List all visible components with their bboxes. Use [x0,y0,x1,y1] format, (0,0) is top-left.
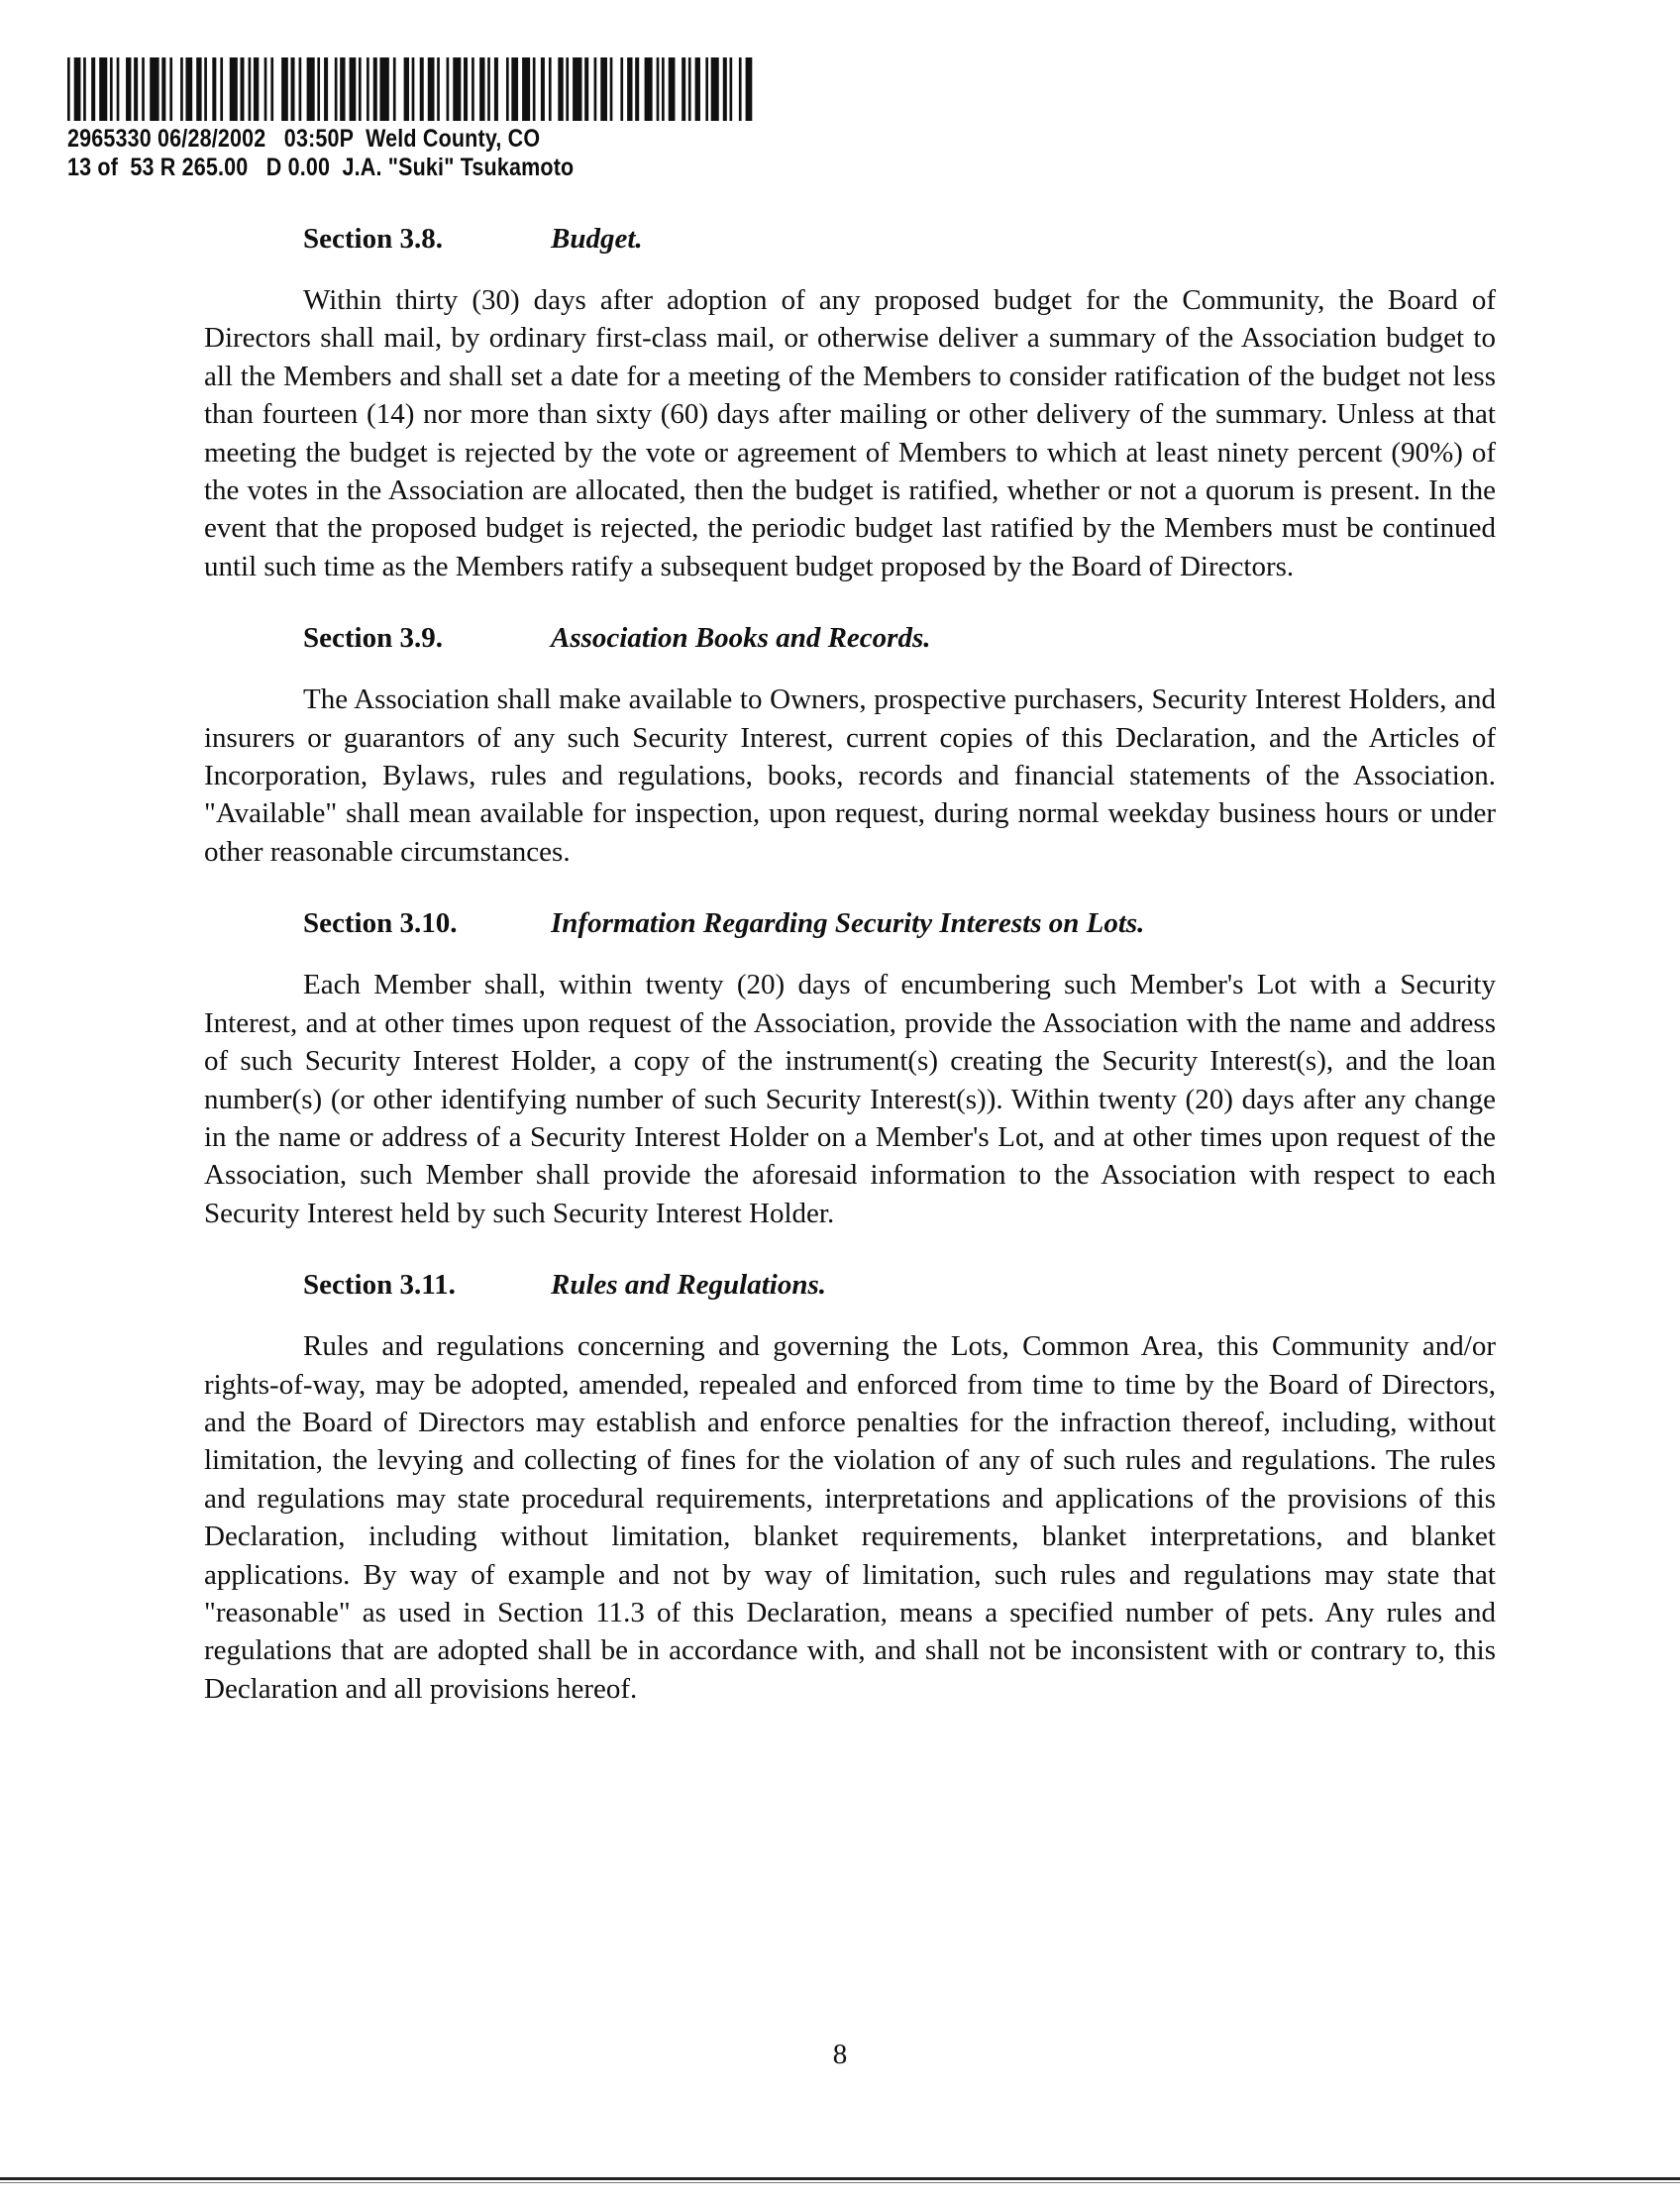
barcode-bar [67,57,70,121]
barcode-bar [291,57,295,121]
barcode-bar [204,57,207,121]
section-heading [303,220,1496,258]
barcode-bar [447,57,450,121]
section-number: Section 3.9. [303,622,443,655]
section-number: Section 3.10. [303,907,458,940]
section-heading [303,1266,1496,1304]
section-3-10 [204,904,1496,1232]
barcode-bar [472,57,474,121]
barcode-bar [264,57,267,121]
barcode-bar [627,57,632,121]
barcode-bar [695,57,700,121]
barcode-bar [126,57,131,121]
barcode-bar [420,57,424,121]
page-number: 8 [832,2039,848,2070]
barcode-bar [367,57,369,121]
barcode-bar [541,57,545,121]
section-3-8 [204,220,1496,585]
recording-stamp [67,125,657,182]
barcode-bar [161,57,165,121]
barcode-bar [662,57,665,121]
section-paragraph: Each Member shall, within twenty (20) days of encumbering such Member's Lot with a Security Interest, and at other times upon request of the Association, provide the Association with the name and address of such Security Interest Holder, a copy of the instrument(s) creating the Security Interest(s), and the loan number(s) (or other identifying number of such Security Interest(s)). Within twenty (20) days after any change in the name or address of a Security Interest Holder on a Member's Lot, and at other times upon request of the Association, such Member shall provide the aforesaid information to the Association with respect to each Security Interest held by such Security Interest Holder. [204,969,1496,1229]
barcode-bar [254,57,259,121]
barcode-bar [746,57,753,121]
section-title: Rules and Regulations. [551,1269,826,1302]
barcode-bar [479,57,484,121]
barcode-bar [99,57,107,121]
barcode-bar [635,57,639,121]
barcode-bar [335,57,338,121]
barcode-bar [494,57,498,121]
barcode-bar [241,57,245,121]
barcode-bar [549,57,552,121]
barcode-bar [566,57,569,121]
barcode-bar [307,57,315,121]
barcode-bar [558,57,563,121]
barcode-bar [645,57,653,121]
barcode-bar [393,57,396,121]
section-number: Section 3.11. [303,1269,456,1302]
barcode-bar [299,57,302,121]
barcode-bar [83,57,86,121]
barcode-bar [270,57,273,121]
barcode-bar [669,57,676,121]
barcode-bar [657,57,660,121]
barcode-bar [180,57,183,121]
barcode-bar [110,57,113,121]
section-paragraph: Rules and regulations concerning and governing the Lots, Common Area, this Community and/or rights-of-way, may be adopted, amended, repealed and enforced from time to time by the Board of Directors, and the Board of Directors may establish and enforce penalties for the infraction thereof, including, without limitation, the levying and collecting of fines for the violation of any of such rules and regulations. The rules and regulations may state procedural requirements, interpretations and applications of the provisions of this Declaration, including without limitation, blanket requirements, blanket interpretations, and blanket applications. By way of example and not by way of limitation, such rules and regulations may state that "reasonable" as used in Section 11.3 of this Declaration, means a specified number of pets. Any rules and regulations that are adopted shall be in accordance with, and shall not be inconsistent with or contrary to, this Declaration and all provisions hereof. [204,1330,1496,1705]
barcode-bar [185,57,192,121]
barcode-bar [610,57,613,121]
section-paragraph: The Association shall make available to Owners, prospective purchasers, Security Interest Holders, and insurers or guarantors of any such Security Interest, current copies of this Declaration, and the Articles of Incorporation, Bylaws, rules and regulations, books, records and financial statements of the Association. "Available" shall mean available for inspection, upon request, during normal weekday business hours or under other reasonable circumstances. [204,683,1496,868]
barcode-bar [169,57,172,121]
barcode-bar [117,57,120,121]
barcode-bar [688,57,691,121]
barcode-bar [150,57,158,121]
barcode-bar [600,57,607,121]
barcode-bar [437,57,440,121]
section-number: Section 3.8. [303,223,443,255]
barcode-bar [230,57,238,121]
barcode-bar [91,57,95,121]
barcode-bar [340,57,345,121]
section-title: Information Regarding Security Interests on Lots. [551,907,1145,940]
barcode-bar [506,57,509,121]
barcode-bar [404,57,409,121]
section-title: Budget. [551,223,643,255]
barcode-bar [317,57,320,121]
barcode-bar [594,57,597,121]
barcode-bar [453,57,461,121]
barcode-bar [350,57,357,121]
barcode-bar [573,57,581,121]
barcode-bar [212,57,216,121]
barcode-bar [428,57,435,121]
barcode-bar [620,57,623,121]
barcode-bar [723,57,727,121]
recording-line-2: 13 of 53 R 265.00 D 0.00 J.A. "Suki" Tsukamoto [67,154,575,181]
barcode-bar [134,57,138,121]
barcode-bar [373,57,377,121]
section-3-9 [204,619,1496,871]
barcode-bar [705,57,708,121]
barcode-bar [249,57,252,121]
barcode-bar [412,57,415,121]
barcode-bar [464,57,468,121]
barcode-bar [682,57,685,121]
barcode-bar [711,57,719,121]
barcode-bar [487,57,490,121]
recording-line-1: 2965330 06/28/2002 03:50P Weld County, CO [67,125,541,153]
section-paragraph: Within thirty (30) days after adoption of any proposed budget for the Community, the Board of Directors shall mail, by ordinary first-class mail, or otherwise deliver a summary of the Association budget to all the Members and shall set a date for a meeting of the Members to consider ratification of the budget not less than fourteen (14) nor more than sixty (60) days after mailing or other delivery of the summary. Unless at that meeting the budget is rejected by the vote or agreement of Members to which at least ninety percent (90%) of the votes in the Association are allocated, then the budget is ratified, whether or not a quorum is present. In the event that the proposed budget is rejected, the periodic budget last ratified by the Members must be continued until such time as the Members ratify a subsequent budget proposed by the Board of Directors. [204,284,1496,582]
barcode-bar [196,57,201,121]
barcode-bar [511,57,518,121]
barcode-bar [584,57,588,121]
section-3-11 [204,1266,1496,1708]
bottom-scan-edge [0,2177,1680,2180]
section-heading [303,619,1496,657]
barcode-bar [220,57,223,121]
bottom-scan-edge-secondary [0,2182,1680,2183]
barcode-bar [324,57,328,121]
barcode-bar [281,57,288,121]
barcode-bar [359,57,362,121]
barcode-bar [379,57,388,121]
barcode-bar [533,57,536,121]
section-title: Association Books and Records. [551,622,931,655]
barcode-bar [522,57,530,121]
barcode-bar [74,57,81,121]
barcode-bar [142,57,145,121]
barcode-bar [729,57,732,121]
recording-barcode [67,57,755,121]
document-body [204,220,1496,1741]
barcode-bar [739,57,742,121]
section-heading [303,904,1496,942]
